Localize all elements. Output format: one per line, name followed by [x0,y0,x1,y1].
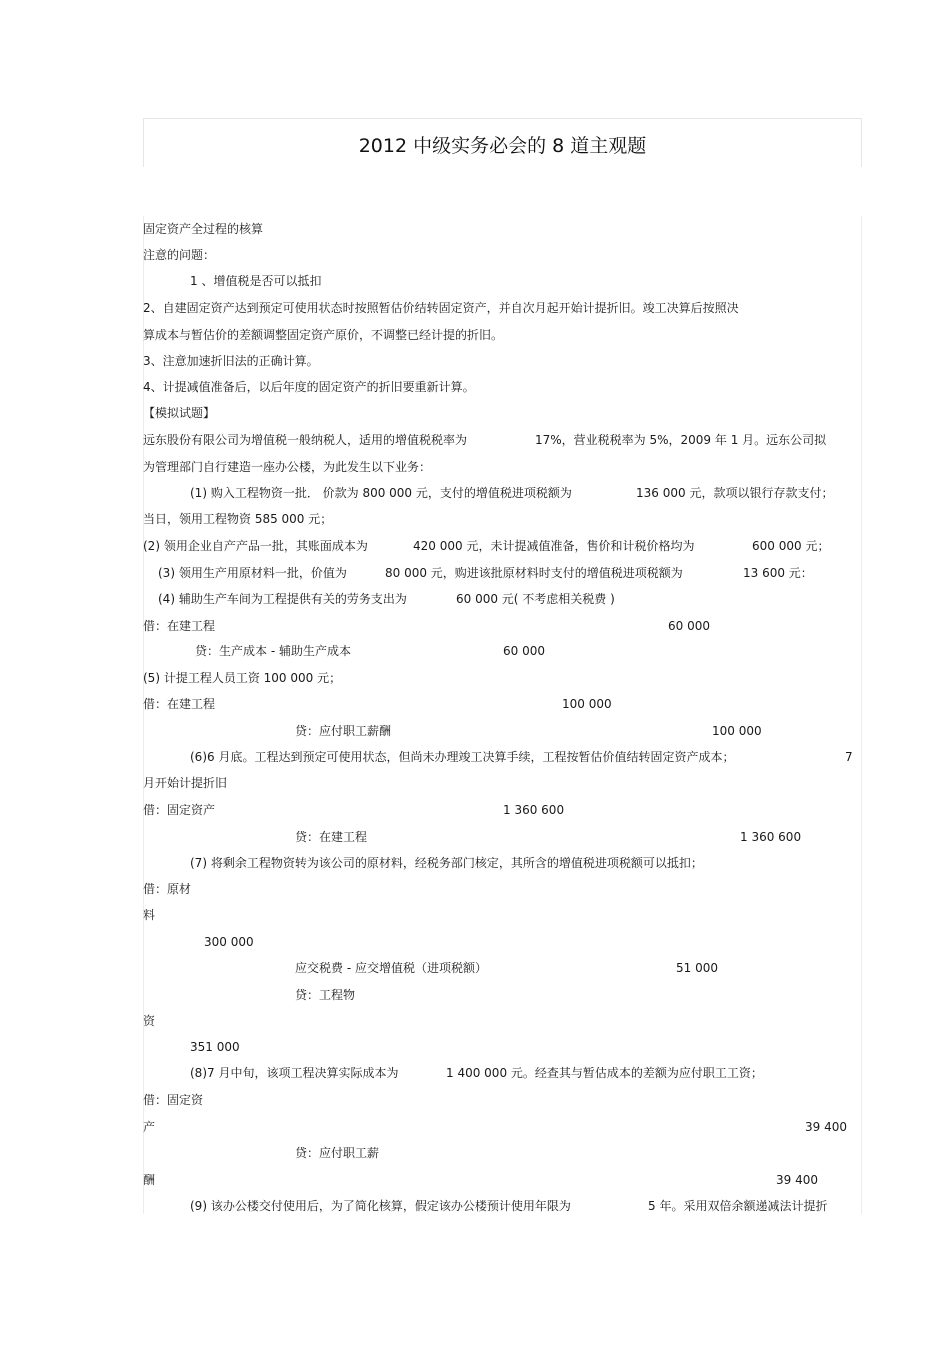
transaction-item: (2) 领用企业自产产品一批，其账面成本为 [143,539,368,553]
journal-credit: 贷：在建工程 [295,830,368,844]
note-item-continued: 算成本与暂估价的差额调整固定资产原价，不调整已经计提的折旧。 [143,328,504,342]
journal-amount: 39 400 [805,1120,847,1134]
journal-credit: 贷：应付职工薪 [295,1146,380,1160]
note-item: 4、计提减值准备后，以后年度的固定资产的折旧要重新计算。 [143,380,475,394]
journal-amount: 351 000 [190,1040,240,1054]
journal-amount: 60 000 [503,644,545,658]
journal-amount: 300 000 [204,935,254,949]
transaction-item: 60 000 元( 不考虑相关税费 ) [456,592,615,606]
transaction-item: (8)7 月中旬，该项工程决算实际成本为 [190,1066,399,1080]
journal-credit-continued: 酬 [143,1173,156,1187]
transaction-item: 1 400 000 元。经查其与暂估成本的差额为应付职工工资； [446,1066,763,1080]
transaction-item: (9) 该办公楼交付使用后，为了简化核算，假定该办公楼预计使用年限为 [190,1199,571,1213]
transaction-item-continued: 月开始计提折旧 [143,776,228,790]
journal-credit: 贷：工程物 [295,988,356,1002]
transaction-item: 600 000 元； [752,539,830,553]
transaction-item: 136 000 元，款项以银行存款支付； [636,486,834,500]
transaction-item: 420 000 元，未计提减值准备，售价和计税价格均为 [413,539,695,553]
transaction-item: (6)6 月底。工程达到预定可使用状态，但尚未办理竣工决算手续，工程按暂估价值结转固定资产成本； [190,750,735,764]
transaction-item: (4) 辅助生产车间为工程提供有关的劳务支出为 [158,592,407,606]
journal-debit: 应交税费 - 应交增值税（进项税额） [295,961,487,975]
journal-credit: 贷：生产成本 - 辅助生产成本 [195,644,351,658]
transaction-item: (1) 购入工程物资一批． 价款为 800 000 元，支付的增值税进项税额为 [190,486,572,500]
journal-amount: 51 000 [676,961,718,975]
journal-debit: 借：固定资产 [143,803,216,817]
note-item: 1 、增值税是否可以抵扣 [190,274,322,288]
transaction-item: (3) 领用生产用原材料一批，价值为 [158,566,347,580]
journal-amount: 100 000 [562,697,612,711]
note-item: 3、注意加速折旧法的正确计算。 [143,354,319,368]
exercise-heading: 【模拟试题】 [143,406,216,420]
journal-credit: 贷：应付职工薪酬 [295,724,392,738]
transaction-item: (5) 计提工程人员工资 100 000 元； [143,671,342,685]
transaction-item: 7 [845,750,853,764]
journal-debit: 借：原材 [143,882,192,896]
note-item: 2、自建固定资产达到预定可使用状态时按照暂估价结转固定资产，并自次月起开始计提折旧。竣工决算后按照决 [143,301,739,315]
journal-debit-continued: 料 [143,908,156,922]
transaction-item: 5 年。采用双倍余额递减法计提折 [648,1199,828,1213]
journal-amount: 100 000 [712,724,762,738]
transaction-item: (7) 将剩余工程物资转为该公司的原材料，经税务部门核定，其所含的增值税进项税额可以抵扣； [190,856,703,870]
title-frame [143,118,862,167]
paragraph-text: 远东股份有限公司为增值税一般纳税人，适用的增值税税率为 [143,433,468,447]
section-heading: 固定资产全过程的核算 [143,222,264,236]
journal-debit: 借：在建工程 [143,619,216,633]
journal-amount: 60 000 [668,619,710,633]
paragraph-text: 为管理部门自行建造一座办公楼，为此发生以下业务： [143,460,432,474]
journal-amount: 39 400 [776,1173,818,1187]
transaction-item: 13 600 元： [743,566,813,580]
journal-debit-continued: 产 [143,1120,156,1134]
transaction-item: 当日，领用工程物资 585 000 元； [143,512,333,526]
journal-amount: 1 360 600 [503,803,565,817]
journal-debit: 借：固定资 [143,1093,204,1107]
journal-debit: 借：在建工程 [143,697,216,711]
journal-amount: 1 360 600 [740,830,802,844]
transaction-item: 80 000 元，购进该批原材料时支付的增值税进项税额为 [385,566,683,580]
journal-credit-continued: 资 [143,1014,156,1028]
paragraph-text: 17%，营业税税率为 5%，2009 年 1 月。远东公司拟 [535,433,827,447]
page-title: 2012 中级实务必会的 8 道主观题 [358,135,647,157]
notes-heading: 注意的问题： [143,248,216,262]
